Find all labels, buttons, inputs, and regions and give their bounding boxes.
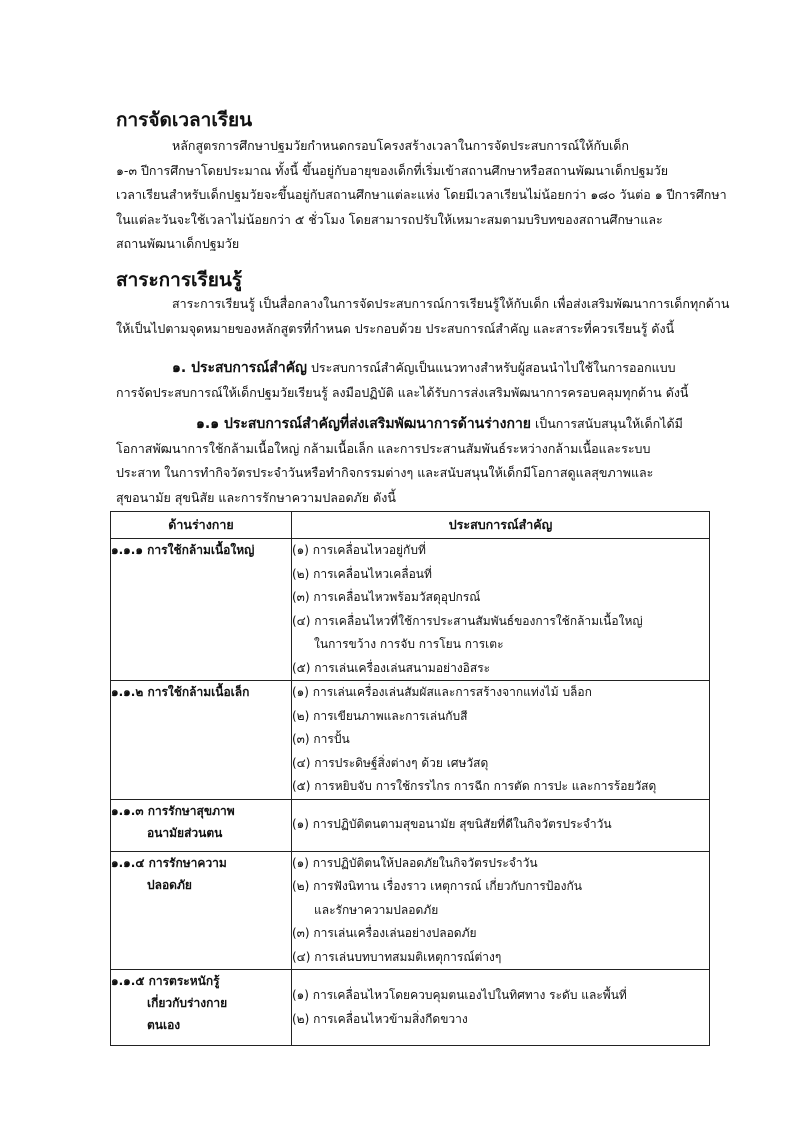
items-cell xyxy=(292,851,710,970)
column-header-physical: ด้านร่างกาย xyxy=(111,512,292,539)
items-cell xyxy=(292,539,710,681)
category-cell: ๑.๑.๕ การตระหนักรู้ เกี่ยวกับร่างกาย ตนเอง xyxy=(111,970,292,1046)
paragraph-key-experience xyxy=(116,356,736,405)
list-item-continuation: ในการขว้าง การจับ การโยน การเตะ xyxy=(314,637,504,651)
list-item: (๑) การเคลื่อนไหวอยู่กับที่ xyxy=(292,543,426,557)
heading-learning-content: สาระการเรียนรู้ xyxy=(116,269,243,291)
items-cell xyxy=(292,970,710,1046)
text-line: สถานพัฒนาเด็กปฐมวัย xyxy=(116,236,240,252)
category-cell: ๑.๑.๓ การรักษาสุขภาพ อนามัยส่วนตน xyxy=(111,799,292,851)
list-item: (๒) การเคลื่อนไหวเคลื่อนที่ xyxy=(292,566,432,581)
list-item: (๒) การฟังนิทาน เรื่องราว เหตุการณ์ เกี่ยวกับการป้องกัน xyxy=(292,879,582,893)
list-item: (๔) การเล่นบทบาทสมมติเหตุการณ์ต่างๆ xyxy=(292,949,502,964)
table-row xyxy=(111,799,710,851)
table-header-row xyxy=(111,512,710,539)
text-line: สุขอนามัย สุขนิสัย และการรักษาความปลอดภัย ดังนี้ xyxy=(116,489,396,505)
list-item: (๓) การเคลื่อนไหวพร้อมวัสดุอุปกรณ์ xyxy=(292,590,481,604)
category-cell: ๑.๑.๔ การรักษาความ ปลอดภัย xyxy=(111,851,292,970)
list-item: (๒) การเขียนภาพและการเล่นกับสี xyxy=(292,708,468,723)
list-item: (๕) การเล่นเครื่องเล่นสนามอย่างอิสระ xyxy=(292,660,491,675)
list-item: (๑) การปฏิบัติตนตามสุขอนามัย สุขนิสัยที่ดีในกิจวัตรประจำวัน xyxy=(292,817,612,832)
text-line: ให้เป็นไปตามจุดหมายของหลักสูตรที่กำหนด ประกอบด้วย ประสบการณ์สำคัญ และสาระที่ควรเรียนรู้ ดังนี้ xyxy=(116,320,675,336)
list-item: (๓) การเล่นเครื่องเล่นอย่างปลอดภัย xyxy=(292,926,477,940)
list-item: (๒) การเคลื่อนไหวข้ามสิ่งกีดขวาง xyxy=(292,1011,468,1026)
paragraph-learning-content xyxy=(116,292,736,341)
physical-experience-title: ๑.๑ ประสบการณ์สำคัญที่ส่งเสริมพัฒนาการด้านร่างกาย xyxy=(196,416,532,432)
list-item: (๓) การปั้น xyxy=(292,732,350,746)
text-line: ประสาท ในการทำกิจวัตรประจำวันหรือทำกิจกรรมต่างๆ และสนับสนุนให้เด็กมีโอกาสดูแลสุขภาพและ xyxy=(116,465,654,481)
text-line: เป็นการสนับสนุนให้เด็กได้มี xyxy=(535,416,683,431)
column-header-key-experience: ประสบการณ์สำคัญ xyxy=(292,512,710,539)
text-line: หลักสูตรการศึกษาปฐมวัยกำหนดกรอบโครงสร้างเวลาในการจัดประสบการณ์ให้กับเด็ก xyxy=(172,138,629,153)
table-row xyxy=(111,539,710,681)
paragraph-time-allocation xyxy=(116,134,736,257)
table-row xyxy=(111,970,710,1046)
paragraph-physical-development xyxy=(116,412,736,510)
list-item: (๕) การหยิบจับ การใช้กรรไกร การฉีก การตัด การปะ และการร้อยวัสดุ xyxy=(292,779,657,793)
text-line: การจัดประสบการณ์ให้เด็กปฐมวัยเรียนรู้ ลงมือปฏิบัติ และได้รับการส่งเสริมพัฒนาการครอบคลุมทุกด้าน ดังนี้ xyxy=(116,384,689,400)
physical-experience-table xyxy=(110,511,710,1046)
heading-time-allocation: การจัดเวลาเรียน xyxy=(116,109,253,131)
list-item: (๑) การปฏิบัติตนให้ปลอดภัยในกิจวัตรประจำวัน xyxy=(292,855,538,870)
list-item: (๔) การประดิษฐ์สิ่งต่างๆ ด้วย เศษวัสดุ xyxy=(292,755,489,770)
items-cell xyxy=(292,799,710,851)
list-item: (๑) การเคลื่อนไหวโดยควบคุมตนเองไปในทิศทาง ระดับ และพื้นที่ xyxy=(292,988,627,1002)
list-item: (๑) การเล่นเครื่องเล่นสัมผัสและการสร้างจากแท่งไม้ บล็อก xyxy=(292,685,592,699)
table-row xyxy=(111,851,710,970)
text-line: เวลาเรียนสำหรับเด็กปฐมวัยจะขึ้นอยู่กับสถานศึกษาแต่ละแห่ง โดยมีเวลาเรียนไม่น้อยกว่า ๑๘๐ วันต่อ ๑ ปีการศึกษา xyxy=(116,187,727,203)
text-line: ๑-๓ ปีการศึกษาโดยประมาณ ทั้งนี้ ขึ้นอยู่กับอายุของเด็กที่เริ่มเข้าสถานศึกษาหรือสถานพัฒนาเด็กปฐมวัย xyxy=(116,162,669,178)
text-line: ประสบการณ์สำคัญเป็นแนวทางสำหรับผู้สอนนำไปใช้ในการออกแบบ xyxy=(310,360,676,375)
text-line: โอกาสพัฒนาการใช้กล้ามเนื้อใหญ่ กล้ามเนื้อเล็ก และการประสานสัมพันธ์ระหว่างกล้ามเนื้อและระบบ xyxy=(116,440,651,456)
text-line: ในแต่ละวันจะใช้เวลาไม่น้อยกว่า ๕ ชั่วโมง โดยสามารถปรับให้เหมาะสมตามบริบทของสถานศึกษาและ xyxy=(116,211,663,227)
text-line: สาระการเรียนรู้ เป็นสื่อกลางในการจัดประสบการณ์การเรียนรู้ให้กับเด็ก เพื่อส่งเสริมพัฒนาการเด็กทุกด้าน xyxy=(172,296,730,311)
list-item-continuation: และรักษาความปลอดภัย xyxy=(314,902,439,917)
items-cell xyxy=(292,681,710,800)
table-row xyxy=(111,681,710,800)
category-cell: ๑.๑.๒ การใช้กล้ามเนื้อเล็ก xyxy=(111,681,292,800)
list-item: (๔) การเคลื่อนไหวที่ใช้การประสานสัมพันธ์ของการใช้กล้ามเนื้อใหญ่ xyxy=(292,613,643,628)
category-cell: ๑.๑.๑ การใช้กล้ามเนื้อใหญ่ xyxy=(111,539,292,681)
key-experience-title: ๑. ประสบการณ์สำคัญ xyxy=(172,360,307,376)
